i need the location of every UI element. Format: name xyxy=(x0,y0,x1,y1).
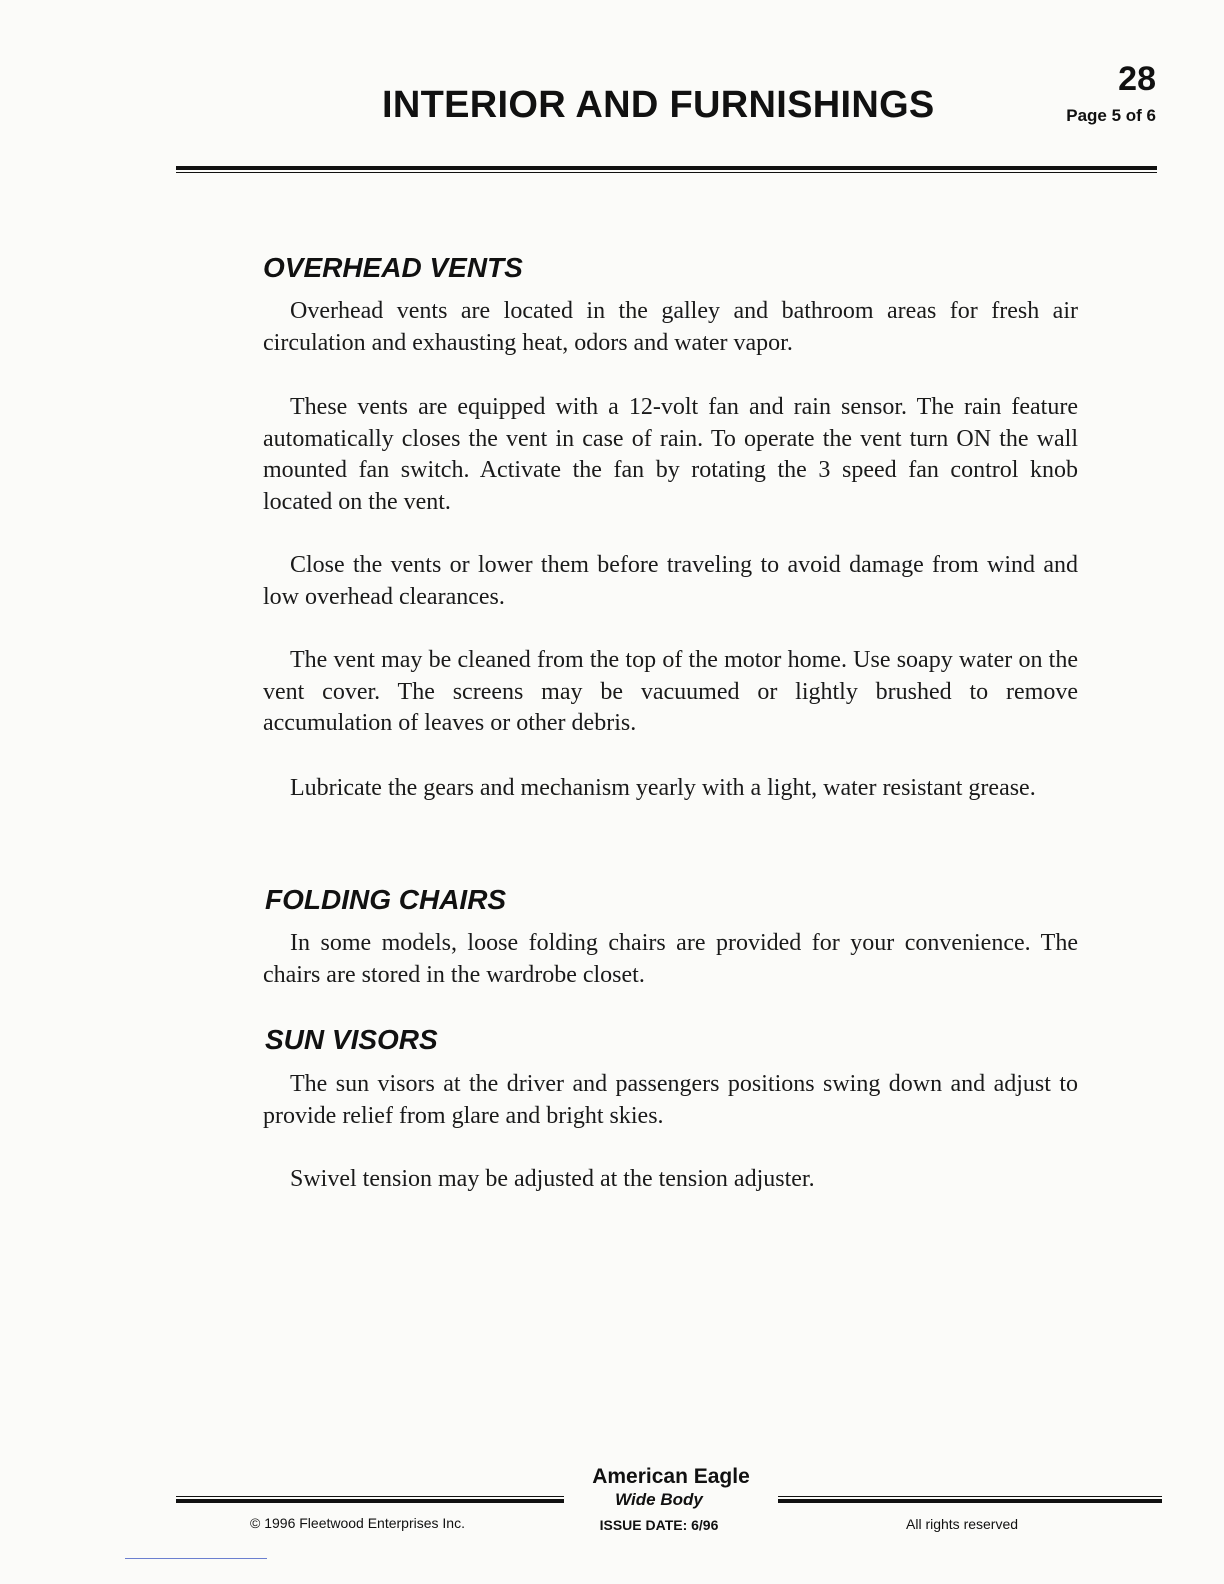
paragraph: The vent may be cleaned from the top of the motor home. Use soapy water on the vent cover. The screens may be vacuumed or lightly brushed to remove accumulation of leaves or other debris. xyxy=(263,647,1078,736)
paragraph: These vents are equipped with a 12-volt fan and rain sensor. The rain feature automatically closes the vent in case of rain. To operate the vent turn ON the wall mounted fan switch. Activate the fan by rotating the 3 speed fan control knob located on the vent. xyxy=(263,394,1078,515)
footer-divider-left xyxy=(176,1496,564,1503)
paragraph: In some models, loose folding chairs are provided for your convenience. The chairs are stored in the wardrobe closet. xyxy=(263,930,1078,988)
paragraph: The sun visors at the driver and passengers positions swing down and adjust to provide relief from glare and bright skies. xyxy=(263,1071,1078,1129)
section-heading-sun-visors: SUN VISORS xyxy=(265,1024,438,1055)
section-heading-folding-chairs: FOLDING CHAIRS xyxy=(265,884,507,915)
chapter-number: 28 xyxy=(1118,60,1156,98)
footer-issue-date: ISSUE DATE: 6/96 xyxy=(599,1517,719,1533)
footer-rights: All rights reserved xyxy=(906,1516,1019,1532)
footer-brand: American Eagle xyxy=(592,1465,750,1488)
header-divider xyxy=(176,166,1157,173)
scan-edge-line xyxy=(125,1558,267,1559)
section-heading-overhead-vents: OVERHEAD VENTS xyxy=(263,252,523,283)
paragraph: Overhead vents are located in the galley and bathroom areas for fresh air circulation and exhausting heat, odors and water vapor. xyxy=(263,298,1078,356)
page-title: INTERIOR AND FURNISHINGS xyxy=(382,84,935,126)
footer-copyright: © 1996 Fleetwood Enterprises Inc. xyxy=(250,1515,465,1531)
footer-model: Wide Body xyxy=(615,1490,703,1509)
paragraph: Swivel tension may be adjusted at the tension adjuster. xyxy=(290,1166,815,1192)
paragraph: Close the vents or lower them before traveling to avoid damage from wind and low overhead clearances. xyxy=(263,552,1078,610)
paragraph: Lubricate the gears and mechanism yearly with a light, water resistant grease. xyxy=(290,775,1036,801)
page-indicator: Page 5 of 6 xyxy=(1066,106,1156,125)
footer-divider-right xyxy=(778,1496,1162,1503)
